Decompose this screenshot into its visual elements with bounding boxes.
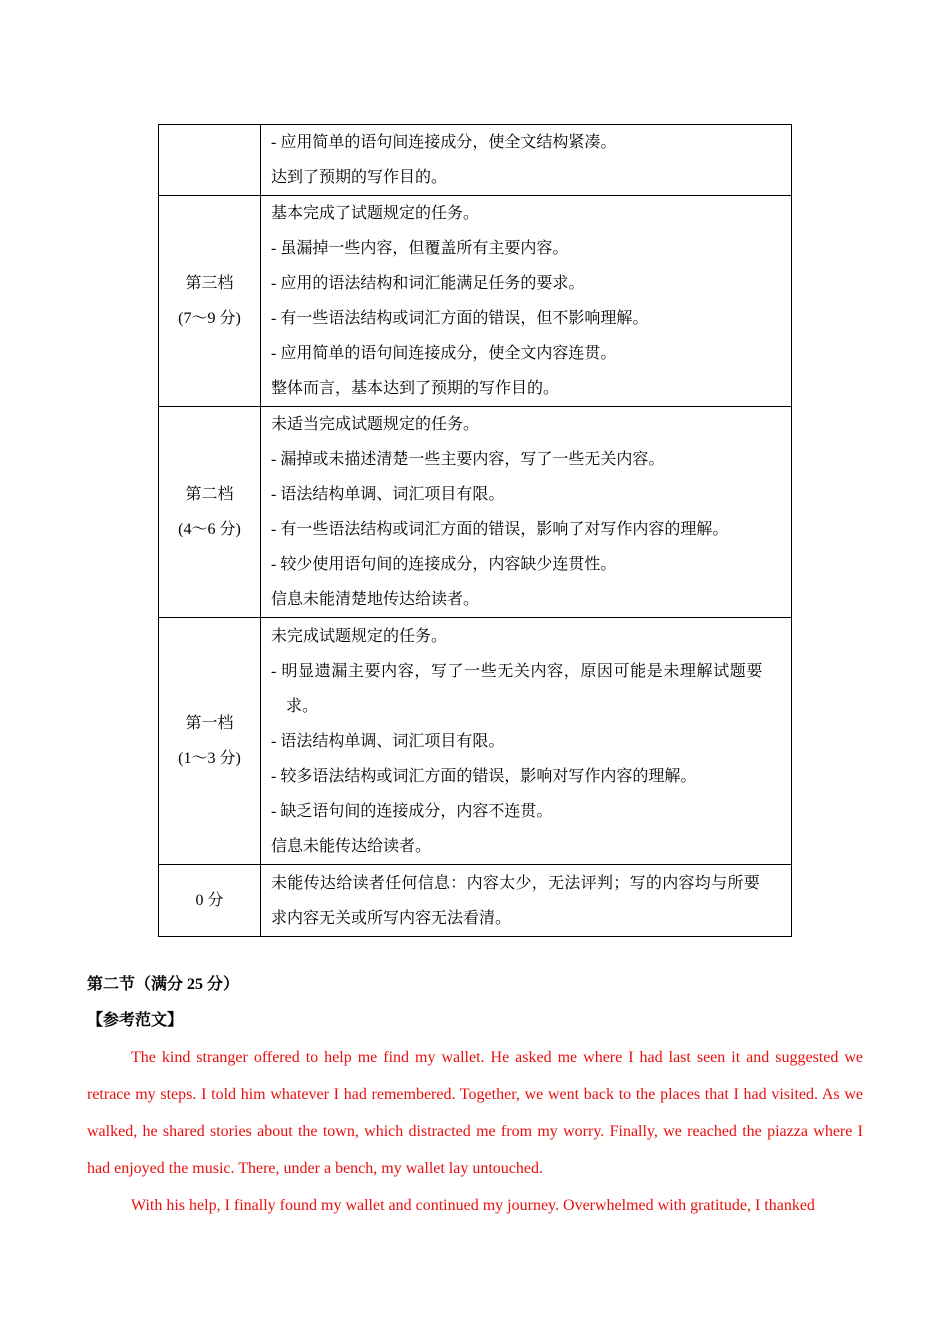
rubric-line: 信息未能传达给读者。 (271, 837, 432, 855)
rubric-line: 未能传达给读者任何信息：内容太少，无法评判；写的内容均与所要 (271, 874, 761, 892)
rubric-line: 求。 (286, 697, 319, 715)
table-row (159, 407, 792, 618)
level-range: (4～6 分) (178, 521, 241, 538)
rubric-line: - 虽漏掉一些内容，但覆盖所有主要内容。 (271, 240, 569, 257)
rubric-line: 信息未能清楚地传达给读者。 (271, 591, 480, 608)
essay-paragraph: The kind stranger offered to help me find my wallet. He asked me where I had last seen it and suggested we retrace my steps. I told him whatever I had remembered. Together, we went back to the places that I had visited. As we walked, he shared stories about the town, which distracted me from my worry. Finally, we reached the piazza where I had enjoyed the music. There, under a bench, my wallet lay untouched. (87, 1049, 863, 1177)
level-cell (159, 407, 261, 618)
level-cell (159, 618, 261, 865)
scoring-rubric-table (158, 124, 792, 937)
rubric-line: - 语法结构单调、词汇项目有限。 (271, 486, 505, 503)
description-cell (261, 125, 792, 196)
rubric-line: - 较多语法结构或词汇方面的错误，影响对写作内容的理解。 (271, 767, 697, 785)
sample-essay (87, 1039, 863, 1224)
level-cell (159, 196, 261, 407)
rubric-line: - 有一些语法结构或词汇方面的错误，但不影响理解。 (271, 310, 649, 327)
table-row (159, 618, 792, 865)
rubric-line: - 漏掉或未描述清楚一些主要内容，写了一些无关内容。 (271, 451, 665, 468)
rubric-line: - 缺乏语句间的连接成分，内容不连贯。 (271, 802, 553, 820)
rubric-line: - 应用简单的语句间连接成分，使全文结构紧凑。 (271, 134, 617, 151)
level-cell (159, 865, 261, 937)
level-name: 第一档 (185, 715, 234, 732)
rubric-line: - 应用的语法结构和词汇能满足任务的要求。 (271, 275, 585, 292)
sample-essay-heading: 【参考范文】 (87, 1012, 184, 1029)
description-cell (261, 407, 792, 618)
description-cell (261, 865, 792, 937)
rubric-line: - 语法结构单调、词汇项目有限。 (271, 732, 505, 750)
table-row (159, 125, 792, 196)
description-cell (261, 618, 792, 865)
table-row (159, 865, 792, 937)
rubric-line: 整体而言，基本达到了预期的写作目的。 (271, 380, 560, 397)
essay-paragraph: With his help, I finally found my wallet and continued my journey. Overwhelmed with gratitude, I thanked (131, 1197, 815, 1214)
rubric-line: - 应用简单的语句间连接成分，使全文内容连贯。 (271, 345, 617, 362)
rubric-line: 未适当完成试题规定的任务。 (271, 416, 480, 433)
level-name: 第二档 (185, 486, 234, 503)
description-cell (261, 196, 792, 407)
rubric-line: 达到了预期的写作目的。 (271, 169, 448, 186)
rubric-line: - 有一些语法结构或词汇方面的错误，影响了对写作内容的理解。 (271, 521, 729, 538)
section-title: 第二节（满分 25 分） (87, 976, 240, 993)
table-row (159, 196, 792, 407)
rubric-line: 求内容无关或所写内容无法看清。 (271, 909, 512, 927)
level-name: 0 分 (195, 892, 224, 909)
level-range: (1～3 分) (178, 750, 241, 767)
level-range: (7～9 分) (178, 310, 241, 327)
rubric-line: - 较少使用语句间的连接成分，内容缺少连贯性。 (271, 556, 617, 573)
rubric-line: 未完成试题规定的任务。 (271, 627, 448, 645)
rubric-line: - 明显遗漏主要内容，写了一些无关内容，原因可能是未理解试题要 (271, 662, 763, 680)
rubric-line: 基本完成了试题规定的任务。 (271, 205, 480, 222)
level-cell (159, 125, 261, 196)
level-name: 第三档 (185, 275, 234, 292)
